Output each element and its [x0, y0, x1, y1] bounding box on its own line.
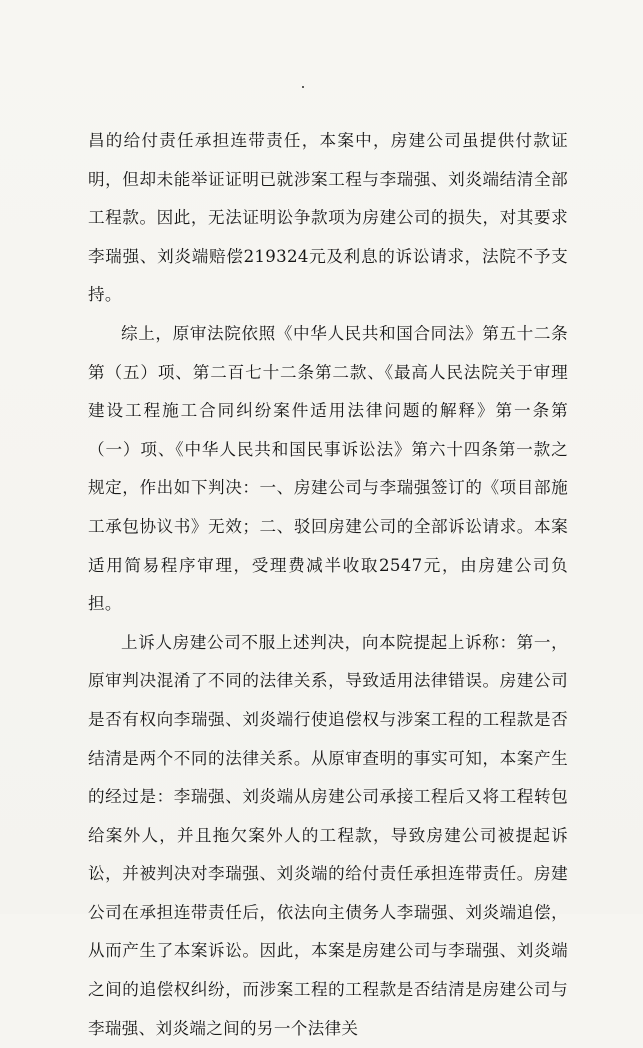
- paragraph-3: 上诉人房建公司不服上述判决，向本院提起上诉称：第一，原审判决混淆了不同的法律关系，导致适用法律错误。房建公司是否有权向李瑞强、刘炎端行使追偿权与涉案工程的工程款是否结清是两个不同的法律关系。从原审查明的事实可知，本案产生的经过是：李瑞强、刘炎端从房建公司承接工程后又将工程转包给案外人，并且拖欠案外人的工程款，导致房建公司被提起诉讼，并被判决对李瑞强、刘炎端的给付责任承担连带责任。房建公司在承担连带责任后，依法向主债务人李瑞强、刘炎端追偿，从而产生了本案诉讼。因此，本案是房建公司与李瑞强、刘炎端之间的追偿权纠纷，而涉案工程的工程款是否结清是房建公司与李瑞强、刘炎端之间的另一个法律关: [88, 632, 568, 1038]
- paragraph-2: 综上，原审法院依照《中华人民共和国合同法》第五十二条第（五）项、第二百七十二条第二款、《最高人民法院关于审理建设工程施工合同纠纷案件适用法律问题的解释》第一条第（一）项、《中华人民共和国民事诉讼法》第六十四条第一款之规定，作出如下判决：一、房建公司与李瑞强签订的《项目部施工承包协议书》无效；二、驳回房建公司的全部诉讼请求。本案适用简易程序审理，受理费减半收取2547元，由房建公司负担。: [88, 323, 568, 614]
- page-mark: [302, 86, 304, 88]
- document-body: [88, 122, 568, 1048]
- paragraph-1: 昌的给付责任承担连带责任，本案中，房建公司虽提供付款证明，但却未能举证证明已就涉案工程与李瑞强、刘炎端结清全部工程款。因此，无法证明讼争款项为房建公司的损失，对其要求李瑞强、刘炎端赔偿219324元及利息的诉讼请求，法院不予支持。: [88, 131, 568, 305]
